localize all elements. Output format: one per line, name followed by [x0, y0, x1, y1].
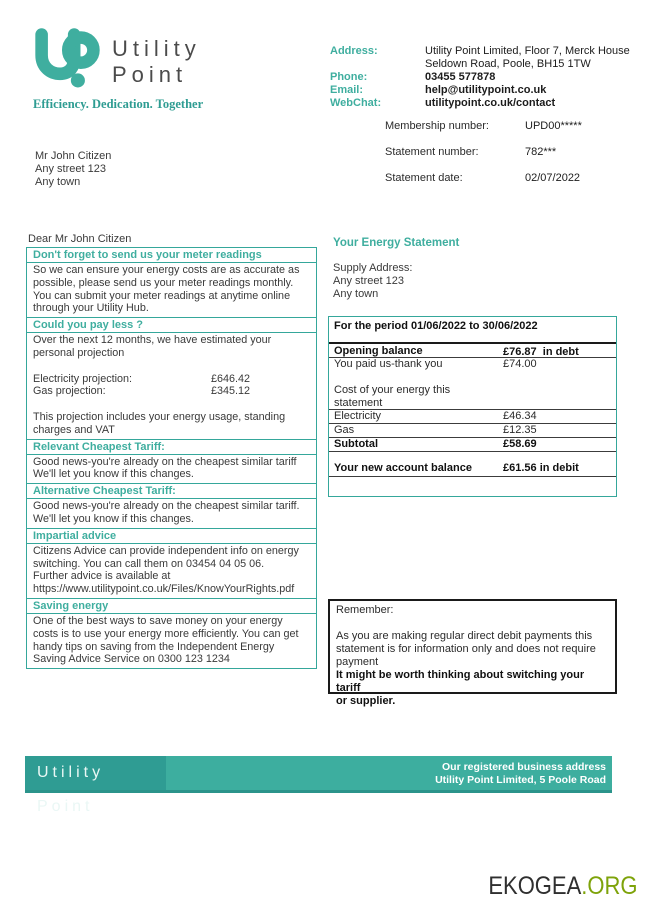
- text-line: Further advice is available at: [33, 570, 171, 583]
- section-saving-energy-title: Saving energy: [27, 599, 316, 614]
- opening-balance-row: [329, 342, 616, 358]
- section-meter-readings-title: Don't forget to send us your meter readings: [27, 248, 316, 263]
- info-sections: [26, 248, 317, 669]
- spacer: [336, 617, 609, 630]
- section-relevant-tariff: [26, 439, 317, 485]
- electricity-projection-row: [33, 373, 310, 386]
- electricity-cost-value: £46.34: [503, 410, 537, 422]
- text-line: costs is to use your energy more efficiently. You can get: [33, 627, 299, 640]
- utility-point-logo-icon: [32, 27, 106, 91]
- statement-period: For the period 01/06/2022 to 30/06/2022: [334, 320, 538, 332]
- text-line: personal projection: [33, 346, 125, 359]
- text-line: We'll let you know if this changes.: [33, 512, 194, 525]
- section-pay-less-title: Could you pay less ?: [27, 318, 316, 333]
- recipient-street: Any street 123: [35, 163, 106, 175]
- section-alternative-tariff: [26, 483, 317, 529]
- gas-cost-label: Gas: [334, 424, 355, 436]
- email-label: Email:: [330, 84, 364, 96]
- section-impartial-advice: [26, 528, 317, 599]
- text-line: possible, please send us your meter readings monthly.: [33, 276, 294, 289]
- recipient-address: [35, 150, 111, 189]
- payment-row: [329, 358, 616, 371]
- gas-projection-label: Gas projection:: [33, 385, 106, 398]
- statement-date-label: Statement date:: [385, 172, 463, 184]
- supplier-contact-block: [330, 45, 630, 110]
- address-label-spacer: [330, 58, 425, 71]
- section-saving-energy-body: [27, 614, 316, 668]
- section-impartial-advice-body: [27, 544, 316, 598]
- text-line: charges and VAT: [33, 423, 115, 436]
- supplier-address-line2: Seldown Road, Poole, BH15 1TW: [425, 58, 591, 70]
- footer-brand: Utility Point: [25, 756, 166, 790]
- greeting: Dear Mr John Citizen: [28, 233, 132, 245]
- text-line: Over the next 12 months, we have estimated your: [33, 334, 272, 347]
- text-line: handy tips on saving from the Independent Energy: [33, 640, 275, 653]
- section-meter-readings-body: [27, 263, 316, 317]
- energy-cost-label: Cost of your energy this statement: [334, 384, 451, 409]
- footer-band: [25, 756, 612, 815]
- ekogea-tld: .ORG: [580, 872, 637, 900]
- spacer: [329, 333, 616, 342]
- spacer: [33, 398, 310, 411]
- subtotal-value: £58.69: [503, 438, 537, 450]
- section-pay-less-body: [27, 333, 316, 438]
- recipient-town: Any town: [35, 176, 81, 188]
- footer-registered-address: [435, 761, 606, 787]
- supplier-email: help@utilitypoint.co.uk: [425, 84, 547, 96]
- switch-advice-line: It might be worth thinking about switching your tariff: [336, 668, 585, 694]
- ekogea-name: EKOGEA: [487, 872, 581, 900]
- spacer: [329, 452, 616, 461]
- ekogea-watermark: [488, 872, 637, 901]
- section-alternative-tariff-title: Alternative Cheapest Tariff:: [27, 484, 316, 499]
- membership-number-label: Membership number:: [385, 120, 489, 132]
- statement-date-value: 02/07/2022: [525, 172, 581, 184]
- switch-advice-line: or supplier.: [336, 694, 396, 707]
- gas-projection-row: [33, 385, 310, 398]
- footer-address-line2: Utility Point Limited, 5 Poole Road: [435, 774, 606, 786]
- supply-address-block: [333, 262, 413, 302]
- remember-box: [328, 599, 617, 707]
- brand-name-line2: Point: [112, 62, 188, 87]
- gas-cost-value: £12.35: [503, 424, 537, 436]
- spacer: [33, 360, 310, 373]
- supply-address-line2: Any town: [333, 288, 379, 301]
- gas-projection-value: £345.12: [211, 385, 251, 398]
- webchat-label: WebChat:: [330, 97, 382, 109]
- supply-address-line1: Any street 123: [333, 275, 404, 288]
- text-line: Good news-you're already on the cheapest similar tariff: [33, 455, 297, 468]
- energy-cost-header-row: [329, 383, 616, 410]
- text-line: One of the best ways to save money on your energy: [33, 614, 283, 627]
- text-line: We'll let you know if this changes.: [33, 468, 194, 481]
- subtotal-row: [329, 438, 616, 452]
- statement-number-value: 782***: [525, 146, 557, 158]
- remember-title: Remember:: [336, 604, 394, 616]
- section-pay-less: [26, 317, 317, 439]
- footer-address-line1: Our registered business address: [442, 761, 606, 773]
- payment-value: £74.00: [503, 358, 537, 370]
- spacer: [329, 371, 616, 383]
- brand-tagline: Efficiency. Dedication. Together: [33, 97, 204, 111]
- payment-label: You paid us-thank you: [334, 358, 443, 370]
- opening-balance-label: Opening balance: [334, 345, 423, 357]
- section-meter-readings: [26, 247, 317, 318]
- new-balance-value: £61.56 in debit: [503, 462, 579, 474]
- statement-period-row: [329, 317, 616, 333]
- statement-meta-block: [385, 120, 582, 198]
- opening-balance-value: £76.87 in debt: [503, 346, 579, 358]
- gas-cost-row: [329, 424, 616, 438]
- supplier-phone: 03455 577878: [425, 71, 496, 83]
- section-relevant-tariff-body: [27, 455, 316, 484]
- text-line: statement is for information only and does not require: [336, 642, 596, 655]
- brand-name: [112, 36, 201, 88]
- supply-address-label: Supply Address:: [333, 262, 413, 274]
- text-line: switching. You can call them on 03454 04 05 06.: [33, 557, 265, 570]
- section-impartial-advice-title: Impartial advice: [27, 529, 316, 544]
- recipient-name: Mr John Citizen: [35, 150, 112, 162]
- text-line: You can submit your meter readings at anytime online: [33, 289, 291, 302]
- know-your-rights-url: https://www.utilitypoint.co.uk/Files/KnowYourRights.pdf: [33, 583, 295, 596]
- text-line: through your Utility Hub.: [33, 302, 149, 315]
- electricity-cost-row: [329, 410, 616, 424]
- subtotal-label: Subtotal: [334, 438, 378, 450]
- new-balance-label: Your new account balance: [334, 462, 472, 474]
- statement-number-label: Statement number:: [385, 146, 479, 158]
- text-line: This projection includes your energy usage, standing: [33, 410, 286, 423]
- text-line: Saving Advice Service on 0300 123 1234: [33, 653, 230, 666]
- section-relevant-tariff-title: Relevant Cheapest Tariff:: [27, 440, 316, 455]
- supplier-address-line1: Utility Point Limited, Floor 7, Merck House: [425, 45, 630, 57]
- text-line: Citizens Advice can provide independent info on energy: [33, 544, 299, 557]
- energy-statement-title: Your Energy Statement: [333, 237, 460, 249]
- electricity-projection-value: £646.42: [211, 372, 251, 385]
- phone-label: Phone:: [330, 71, 368, 83]
- text-line: payment: [336, 655, 379, 668]
- text-line: So we can ensure your energy costs are as accurate as: [33, 264, 300, 276]
- brand-name-line1: Utility: [112, 36, 201, 61]
- supplier-webchat: utilitypoint.co.uk/contact: [425, 97, 556, 109]
- electricity-projection-label: Electricity projection:: [33, 372, 133, 385]
- electricity-cost-label: Electricity: [334, 410, 382, 422]
- membership-number-value: UPD00*****: [525, 120, 582, 132]
- new-balance-row: [329, 461, 616, 477]
- section-saving-energy: [26, 598, 317, 669]
- statement-table: [328, 316, 617, 497]
- section-alternative-tariff-body: [27, 499, 316, 528]
- text-line: Good news-you're already on the cheapest similar tariff.: [33, 500, 300, 513]
- address-label: Address:: [330, 45, 378, 57]
- text-line: As you are making regular direct debit payments this: [336, 629, 593, 642]
